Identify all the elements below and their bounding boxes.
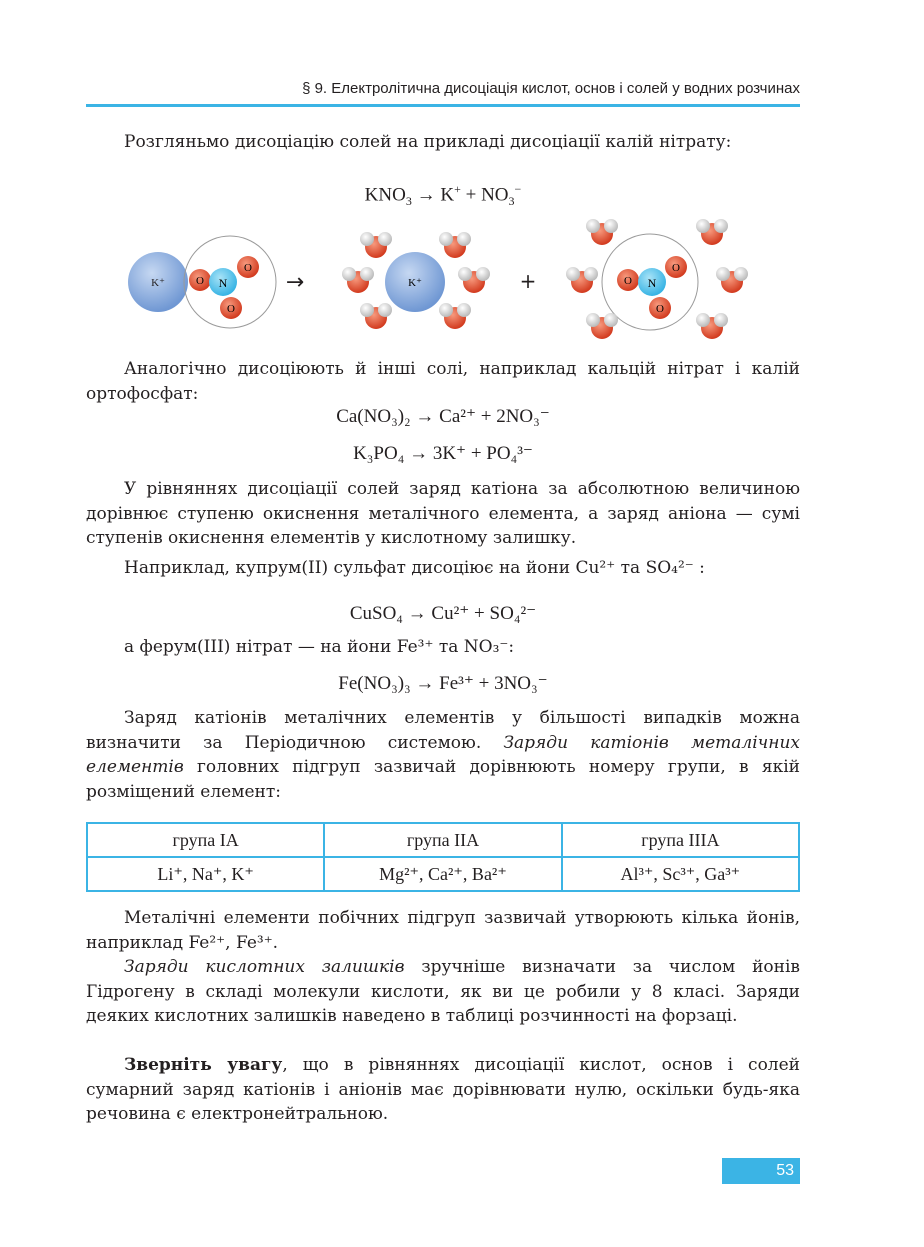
kno3-molecule xyxy=(128,236,276,328)
table-cell: Mg²⁺, Ca²⁺, Ba²⁺ xyxy=(324,857,561,891)
equation-k-phosphate: K₃PO₄ → 3K⁺ + PO₄³⁻ xyxy=(353,443,533,464)
dissociation-diagram xyxy=(120,212,770,342)
k-label: K⁺ xyxy=(408,277,422,289)
paragraph-intro: Розгляньмо дисоціацію солей на прикладі дисоціації калій нітрату: xyxy=(124,132,732,152)
paragraph-analogy: Аналогічно дисоціюють й інші солі, наприклад кальцій нітрат і калій ортофосфат: xyxy=(86,359,800,404)
table-header-cell: група IA xyxy=(87,823,324,857)
paragraph-periodic-system xyxy=(86,706,800,804)
table-cell: Al³⁺, Sc³⁺, Ga³⁺ xyxy=(562,857,799,891)
eq-sub: 3 xyxy=(508,194,515,209)
eq-plus: + xyxy=(465,184,477,206)
paragraph-iron-example: а ферум(ІІІ) нітрат — на йони Fe³⁺ та NO₃⁻: xyxy=(124,637,515,657)
running-header: § 9. Електролітична дисоціація кислот, основ і солей у водних розчинах xyxy=(302,80,800,97)
hydrated-potassium xyxy=(342,232,490,329)
text-run: Заряд катіонів металічних елементів у більшості випадків можна визначити за Періодичною системою. xyxy=(86,708,800,753)
paragraph-side-subgroups: Металічні елементи побічних підгруп зазвичай утворюють кілька йонів, наприклад Fe²⁺, Fe³⁺. xyxy=(86,908,800,953)
n-label: N xyxy=(218,276,228,290)
reaction-arrow: → xyxy=(285,270,305,295)
paragraph-note xyxy=(86,1053,800,1127)
plus-sign: + xyxy=(519,269,537,293)
paragraph-charge-rule: У рівняннях дисоціації солей заряд катіона за абсолютною величиною дорівнює ступеню окиснення металічного елемента, а заряд аніона — сумі ступенів окиснення елементів у кислотному залишку. xyxy=(86,479,800,548)
eq-term: NO xyxy=(481,184,509,206)
text-run: , що в рівняннях дисоціації кислот, основ і солей сумарний заряд катіонів і аніонів має дорівнювати нулю, оскільки будь-яка речовина є електронейтральною. xyxy=(86,1055,800,1124)
eq-sub: 3 xyxy=(405,194,412,209)
text-run: головних підгруп зазвичай дорівнюють номеру групи, в якій розміщений елемент: xyxy=(86,757,800,802)
eq-sup: + xyxy=(454,182,461,196)
o-label: O xyxy=(672,262,680,274)
equation-fe-nitrate: Fe(NO₃)₃ → Fe³⁺ + 3NO₃⁻ xyxy=(338,673,548,694)
eq-term: KNO xyxy=(364,184,406,206)
n-label: N xyxy=(647,276,657,290)
hydrated-nitrate xyxy=(566,219,748,339)
italic-term: Заряди кислотних залишків xyxy=(124,957,405,977)
table-header-row xyxy=(87,823,799,857)
equation-ca-nitrate: Ca(NO₃)₂ → Ca²⁺ + 2NO₃⁻ xyxy=(336,406,550,427)
table-row xyxy=(87,857,799,891)
table-header-cell: група IIA xyxy=(324,823,561,857)
eq-term: K xyxy=(440,184,455,206)
table-header-cell: група IIIA xyxy=(562,823,799,857)
o-label: O xyxy=(624,275,632,287)
o-label: O xyxy=(196,275,204,287)
text-run: зручніше визначати за числом йонів Гідрогену в складі молекули кислоти, як ви це робили у 8 класі. Заряди деяких кислотних залишків наведено в таблиці розчинності на форзаці. xyxy=(86,957,800,1026)
bold-term: Зверніть увагу xyxy=(124,1055,283,1075)
equation-kno3 xyxy=(86,182,800,209)
o-label: O xyxy=(656,303,664,315)
equation-cuso4: CuSO₄ → Cu²⁺ + SO₄²⁻ xyxy=(349,603,537,624)
table-cell: Li⁺, Na⁺, K⁺ xyxy=(87,857,324,891)
o-label: O xyxy=(244,262,252,274)
italic-term: Заряди катіонів металічних елементів xyxy=(86,732,800,777)
k-label: K⁺ xyxy=(151,277,165,289)
paragraph-copper-example: Наприклад, купрум(ІІ) сульфат дисоціює на йони Cu²⁺ та SO₄²⁻ : xyxy=(124,558,705,578)
group-charges-table xyxy=(86,822,800,892)
header-rule xyxy=(86,104,800,107)
eq-arrow: → xyxy=(416,184,436,206)
o-label: O xyxy=(227,303,235,315)
eq-sup: − xyxy=(514,182,522,196)
paragraph-acid-residues xyxy=(86,955,800,1029)
page-number: 53 xyxy=(722,1158,800,1184)
